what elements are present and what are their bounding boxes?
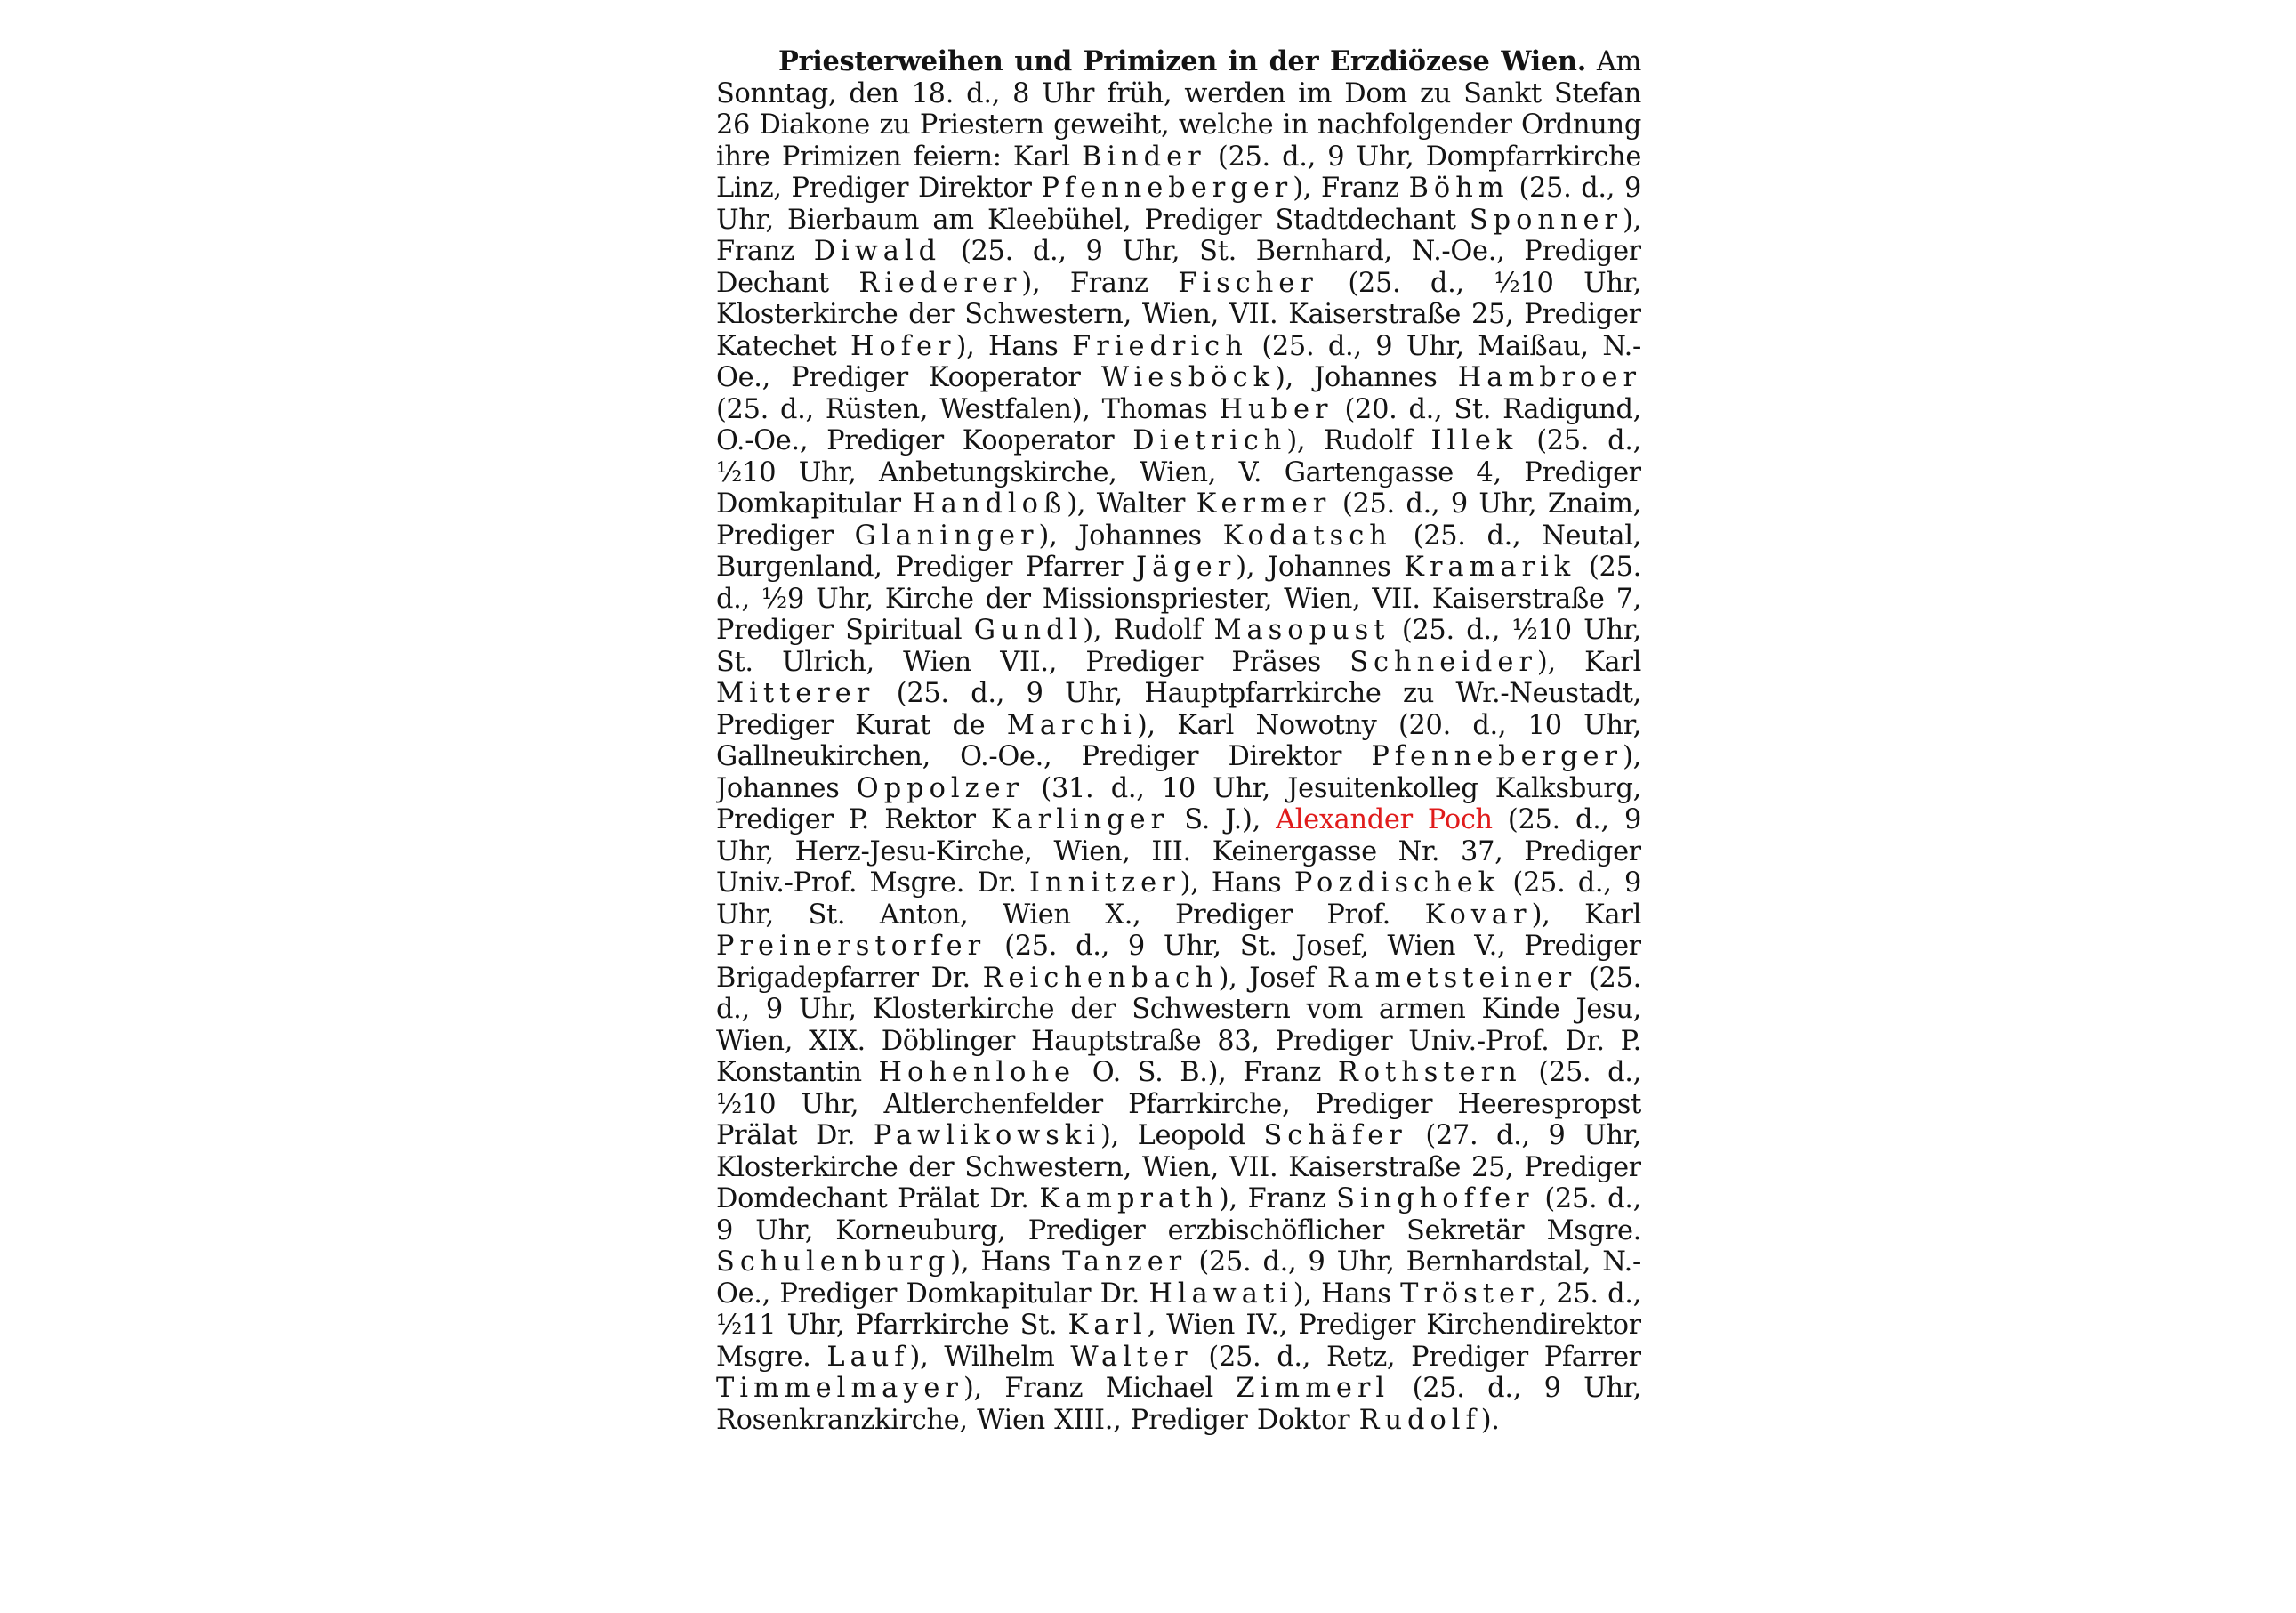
text-run: , Wien IV., Prediger Kirchendirektor Msgre. — [716, 1310, 1641, 1373]
text-run: (27. d., 9 Uhr, Klosterkirche der Schwestern, Wien, VII. Kaiserstraße 25, Prediger Domdechant Prälat Dr. — [716, 1120, 1641, 1214]
text-run: (25. d., Retz, Prediger Pfarrer — [1192, 1341, 1641, 1373]
text-run: (25. d., ½10 Uhr, Klosterkirche der Schwestern, Wien, VII. Kaiserstraße 25, Prediger Katechet — [716, 267, 1641, 362]
text-run: (25. d., Rüsten, Westfalen), Thomas — [716, 393, 1220, 425]
text-run: ), Franz — [1293, 173, 1409, 204]
spaced-name: Karlinger — [990, 804, 1170, 835]
spaced-name: Pawlikowski — [873, 1120, 1101, 1151]
text-run: (25. d., 9 Uhr, Maißau, N.-Oe., Prediger Kooperator — [716, 330, 1641, 393]
spaced-name: Riederer — [858, 267, 1022, 299]
text-run: (25. d., 9 Uhr, Rosenkranzkirche, Wien XIII., Prediger Doktor — [716, 1373, 1641, 1436]
text-run: ), Johannes — [716, 741, 1641, 804]
spaced-name: Binder — [1082, 141, 1206, 173]
spaced-name: Hambroer — [1457, 362, 1641, 393]
text-run: ), Leopold — [1100, 1120, 1264, 1151]
spaced-name: Schäfer — [1263, 1120, 1407, 1151]
spaced-name: Zimmerl — [1236, 1373, 1390, 1404]
spaced-name: Rothstern — [1337, 1057, 1522, 1088]
spaced-name: Huber — [1219, 393, 1333, 425]
spaced-name: Glaninger — [854, 520, 1039, 552]
text-run: ), Walter — [1067, 488, 1196, 520]
text-run: ), Franz — [1021, 267, 1179, 299]
text-run: ), Franz — [1218, 1183, 1337, 1214]
text-run: (25. d., 9 Uhr, Hauptpfarrkirche zu Wr.-Neustadt, Prediger Kurat de — [716, 678, 1641, 741]
text-run: Am Sonntag, den 18. d., 8 Uhr früh, werden im Dom zu Sankt Stefan 26 Diakone zu Priestern geweiht, welche in nachfolgender Ordnung ihre Primizen feiern: Karl — [716, 46, 1641, 173]
spaced-name: Preinerstorfer — [716, 931, 987, 962]
spaced-name: Friedrich — [1072, 330, 1248, 362]
text-run: ), Karl — [1531, 899, 1641, 931]
text-run: ), Franz — [716, 204, 1641, 267]
spaced-name: Reichenbach — [982, 962, 1219, 994]
text-run: , 25. d., ½11 Uhr, Pfarrkirche St. — [716, 1278, 1641, 1341]
spaced-name: Diwald — [813, 236, 942, 267]
text-run: (25. d., 9 Uhr, Klosterkirche der Schwestern vom armen Kinde Jesu, Wien, XIX. Döblinger Hauptstraße 83, Prediger Univ.-Prof. Dr. P. Konstantin — [716, 962, 1641, 1088]
spaced-name: Kamprath — [1039, 1183, 1219, 1214]
text-run: (25. d., 9 Uhr, Korneuburg, Prediger erzbischöflicher Sekretär Msgre. — [716, 1183, 1641, 1246]
spaced-name: Pfenneberger — [1371, 741, 1623, 772]
text-run: ), Johannes — [1236, 552, 1405, 583]
text-run: ), Hans — [950, 1246, 1063, 1278]
article-heading: Priesterweihen und Primizen in der Erzdiözese Wien. — [778, 46, 1586, 77]
text-run: ), Josef — [1218, 962, 1327, 994]
spaced-name: Kovar — [1424, 899, 1532, 931]
text-run: ), Franz Michael — [963, 1373, 1237, 1404]
text-run: (25. d., 9 Uhr, Znaim, Prediger — [716, 488, 1641, 552]
spaced-name: Innitzer — [1029, 867, 1180, 899]
spaced-name: Hohenlohe — [878, 1057, 1076, 1088]
text-run: ), Hans — [1293, 1278, 1401, 1310]
text-run: (25. d., ½10 Uhr, Altlerchenfelder Pfarrkirche, Prediger Heerespropst Prälat Dr. — [716, 1057, 1641, 1151]
text-run: (25. d., ½10 Uhr, Anbetungskirche, Wien, V. Gartengasse 4, Prediger Domkapitular — [716, 425, 1641, 520]
spaced-name: Schneider — [1349, 646, 1537, 678]
text-run: ), Karl Nowotny (20. d., 10 Uhr, Gallneukirchen, O.-Oe., Prediger Direktor — [716, 709, 1641, 772]
spaced-name: Timmelmayer — [716, 1373, 963, 1404]
text-run: (25. d., 9 Uhr, Dompfarrkirche Linz, Prediger Direktor — [716, 141, 1641, 204]
spaced-name: Wiesböck — [1100, 362, 1276, 393]
spaced-name: Gundl — [973, 615, 1084, 646]
spaced-name: Singhoffer — [1336, 1183, 1535, 1214]
spaced-name: Rudolf — [1358, 1404, 1481, 1436]
spaced-name: Tröster — [1400, 1278, 1539, 1310]
spaced-name: Jäger — [1136, 552, 1237, 583]
text-run: ), Johannes — [1038, 520, 1223, 552]
spaced-name: Marchi — [1006, 709, 1137, 741]
spaced-name: Illek — [1430, 425, 1519, 456]
text-run: S. J.), — [1169, 804, 1277, 835]
text-run: (25. d., ½9 Uhr, Kirche der Missionspriester, Wien, VII. Kaiserstraße 7, Prediger Spiritual — [716, 552, 1641, 646]
spaced-name: Oppolzer — [856, 772, 1025, 804]
text-run: (20. d., St. Radigund, O.-Oe., Prediger Kooperator — [716, 393, 1641, 456]
spaced-name: Böhm — [1408, 173, 1510, 204]
spaced-name: Dietrich — [1132, 425, 1287, 456]
text-run: (25. d., Neutal, Burgenland, Prediger Pfarrer — [716, 520, 1641, 583]
spaced-name: Walter — [1070, 1341, 1193, 1373]
text-run: ), Karl — [1536, 646, 1641, 678]
text-run: (31. d., 10 Uhr, Jesuitenkolleg Kalksburg, Prediger P. Rektor — [716, 772, 1641, 835]
newspaper-article — [716, 46, 1641, 1594]
text-run: ), Johannes — [1275, 362, 1458, 393]
spaced-name: Masopust — [1213, 615, 1390, 646]
text-run: (25. d., 9 Uhr, St. Josef, Wien V., Prediger Brigadepfarrer Dr. — [716, 931, 1641, 994]
article-paragraph — [716, 46, 1641, 1436]
spaced-name: Tanzer — [1062, 1246, 1188, 1278]
highlighted-name: Alexander Poch — [1276, 804, 1493, 835]
spaced-name: Pozdischek — [1293, 867, 1501, 899]
spaced-name: Karl — [1067, 1310, 1148, 1341]
text-run: (25. d., ½10 Uhr, St. Ulrich, Wien VII., Prediger Präses — [716, 615, 1641, 678]
spaced-name: Lauf — [826, 1341, 910, 1373]
text-run: (25. d., 9 Uhr, Bernhardstal, N.-Oe., Prediger Domkapitular Dr. — [716, 1246, 1641, 1310]
spaced-name: Pfenneberger — [1041, 173, 1293, 204]
text-run: ), Wilhelm — [909, 1341, 1071, 1373]
text-run: ), Rudolf — [1286, 425, 1431, 456]
spaced-name: Fischer — [1178, 267, 1318, 299]
text-run: (25. d., 9 Uhr, St. Bernhard, N.-Oe., Prediger Dechant — [716, 236, 1641, 299]
spaced-name: Kermer — [1196, 488, 1332, 520]
text-run: ), Hans — [955, 330, 1073, 362]
spaced-name: Rametsteiner — [1326, 962, 1577, 994]
text-run: O. S. B.), Franz — [1075, 1057, 1338, 1088]
text-run: ). — [1480, 1404, 1500, 1436]
text-run: (25. d., 9 Uhr, Herz-Jesu-Kirche, Wien, III. Keinergasse Nr. 37, Prediger Univ.-Prof. Msgre. Dr. — [716, 804, 1641, 899]
spaced-name: Kodatsch — [1222, 520, 1392, 552]
spaced-name: Mitterer — [716, 678, 875, 709]
text-run: ), Hans — [1180, 867, 1294, 899]
spaced-name: Hlawati — [1148, 1278, 1293, 1310]
spaced-name: Schulenburg — [716, 1246, 951, 1278]
text-run: ), Rudolf — [1083, 615, 1214, 646]
spaced-name: Kramarik — [1404, 552, 1576, 583]
text-run: (25. d., 9 Uhr, Bierbaum am Kleebühel, Prediger Stadtdechant — [716, 173, 1641, 236]
spaced-name: Sponner — [1469, 204, 1623, 236]
spaced-name: Handloß — [912, 488, 1067, 520]
spaced-name: Hofer — [850, 330, 956, 362]
text-run: (25. d., 9 Uhr, St. Anton, Wien X., Prediger Prof. — [716, 867, 1641, 931]
